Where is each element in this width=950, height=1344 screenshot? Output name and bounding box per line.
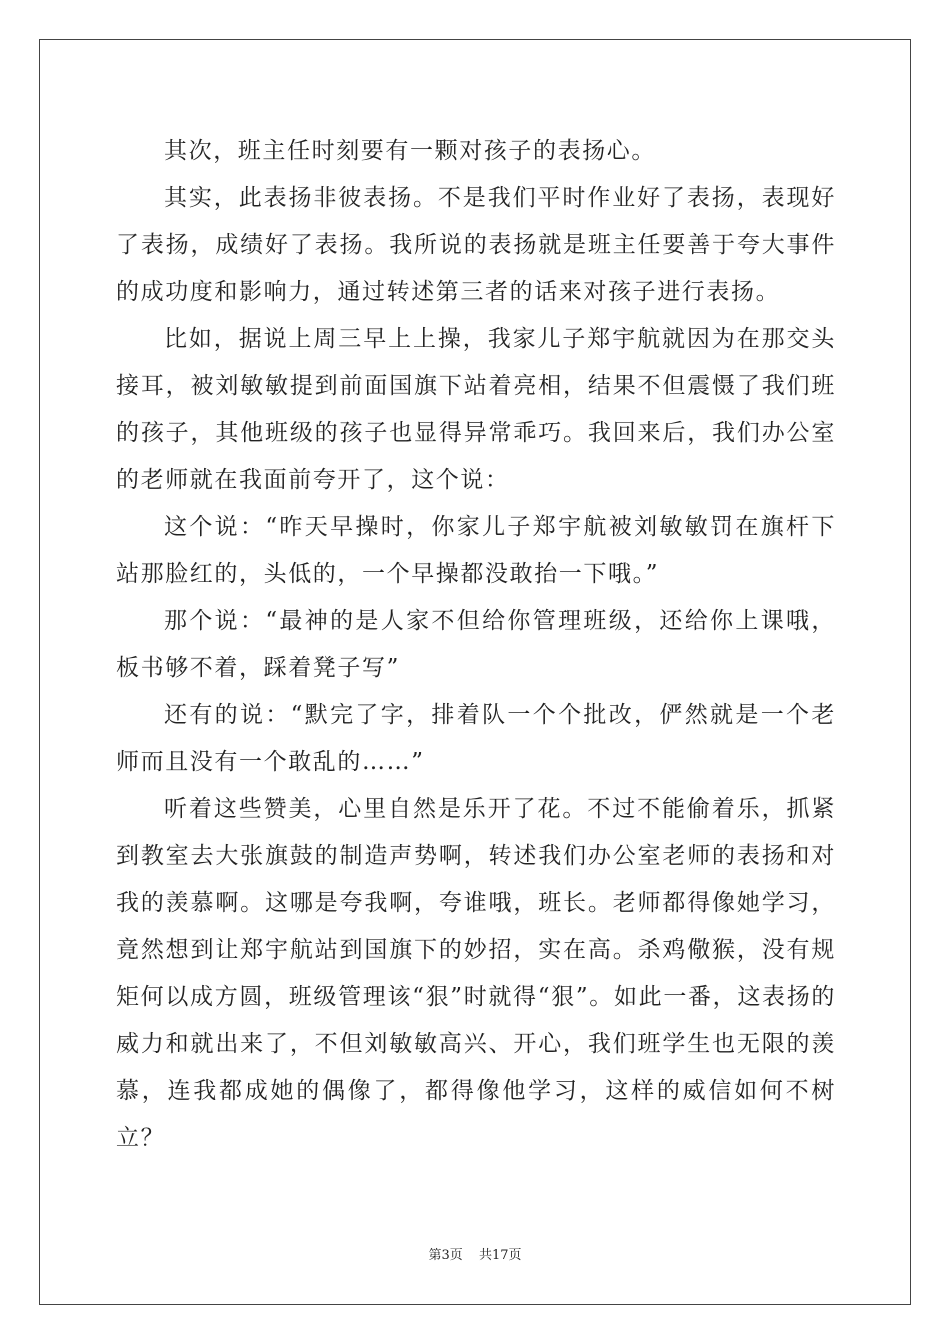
page-footer <box>0 1246 950 1266</box>
page-count: 共17页 <box>478 1248 522 1263</box>
paragraph-6: 还有的说：“默完了字，排着队一个个批改，俨然就是一个老师而且没有一个敢乱的……” <box>116 702 836 775</box>
paragraph-2: 其实，此表扬非彼表扬。不是我们平时作业好了表扬，表现好了表扬，成绩好了表扬。我所说的表扬就是班主任要善于夸大事件的成功度和影响力，通过转述第三者的话来对孩子进行表扬。 <box>116 185 836 305</box>
paragraph-7: 听着这些赞美，心里自然是乐开了花。不过不能偷着乐，抓紧到教室去大张旗鼓的制造声势啊，转述我们办公室老师的表扬和对我的羡慕啊。这哪是夸我啊，夸谁哦，班长。老师都得像她学习，竟然想到让郑宇航站到国旗下的妙招，实在高。杀鸡儆猴，没有规矩何以成方圆，班级管理该“狠”时就得“狠”。如此一番，这表扬的威力和就出来了，不但刘敏敏高兴、开心，我们班学生也无限的羡慕，连我都成她的偶像了，都得像他学习，这样的威信如何不树立？ <box>116 796 836 1151</box>
paragraph-5: 那个说：“最神的是人家不但给你管理班级，还给你上课哦，板书够不着，踩着凳子写” <box>116 608 836 681</box>
paragraph-3: 比如，据说上周三早上上操，我家儿子郑宇航就因为在那交头接耳，被刘敏敏提到前面国旗下站着亮相，结果不但震慑了我们班的孩子，其他班级的孩子也显得异常乖巧。我回来后，我们办公室的老师就在我面前夸开了，这个说： <box>116 326 836 493</box>
page-number: 第3页 <box>428 1248 463 1263</box>
paragraph-1: 其次，班主任时刻要有一颗对孩子的表扬心。 <box>164 138 656 164</box>
document-body <box>116 128 836 1162</box>
paragraph-4: 这个说：“昨天早操时，你家儿子郑宇航被刘敏敏罚在旗杆下站那脸红的，头低的，一个早操都没敢抬一下哦。” <box>116 514 836 587</box>
